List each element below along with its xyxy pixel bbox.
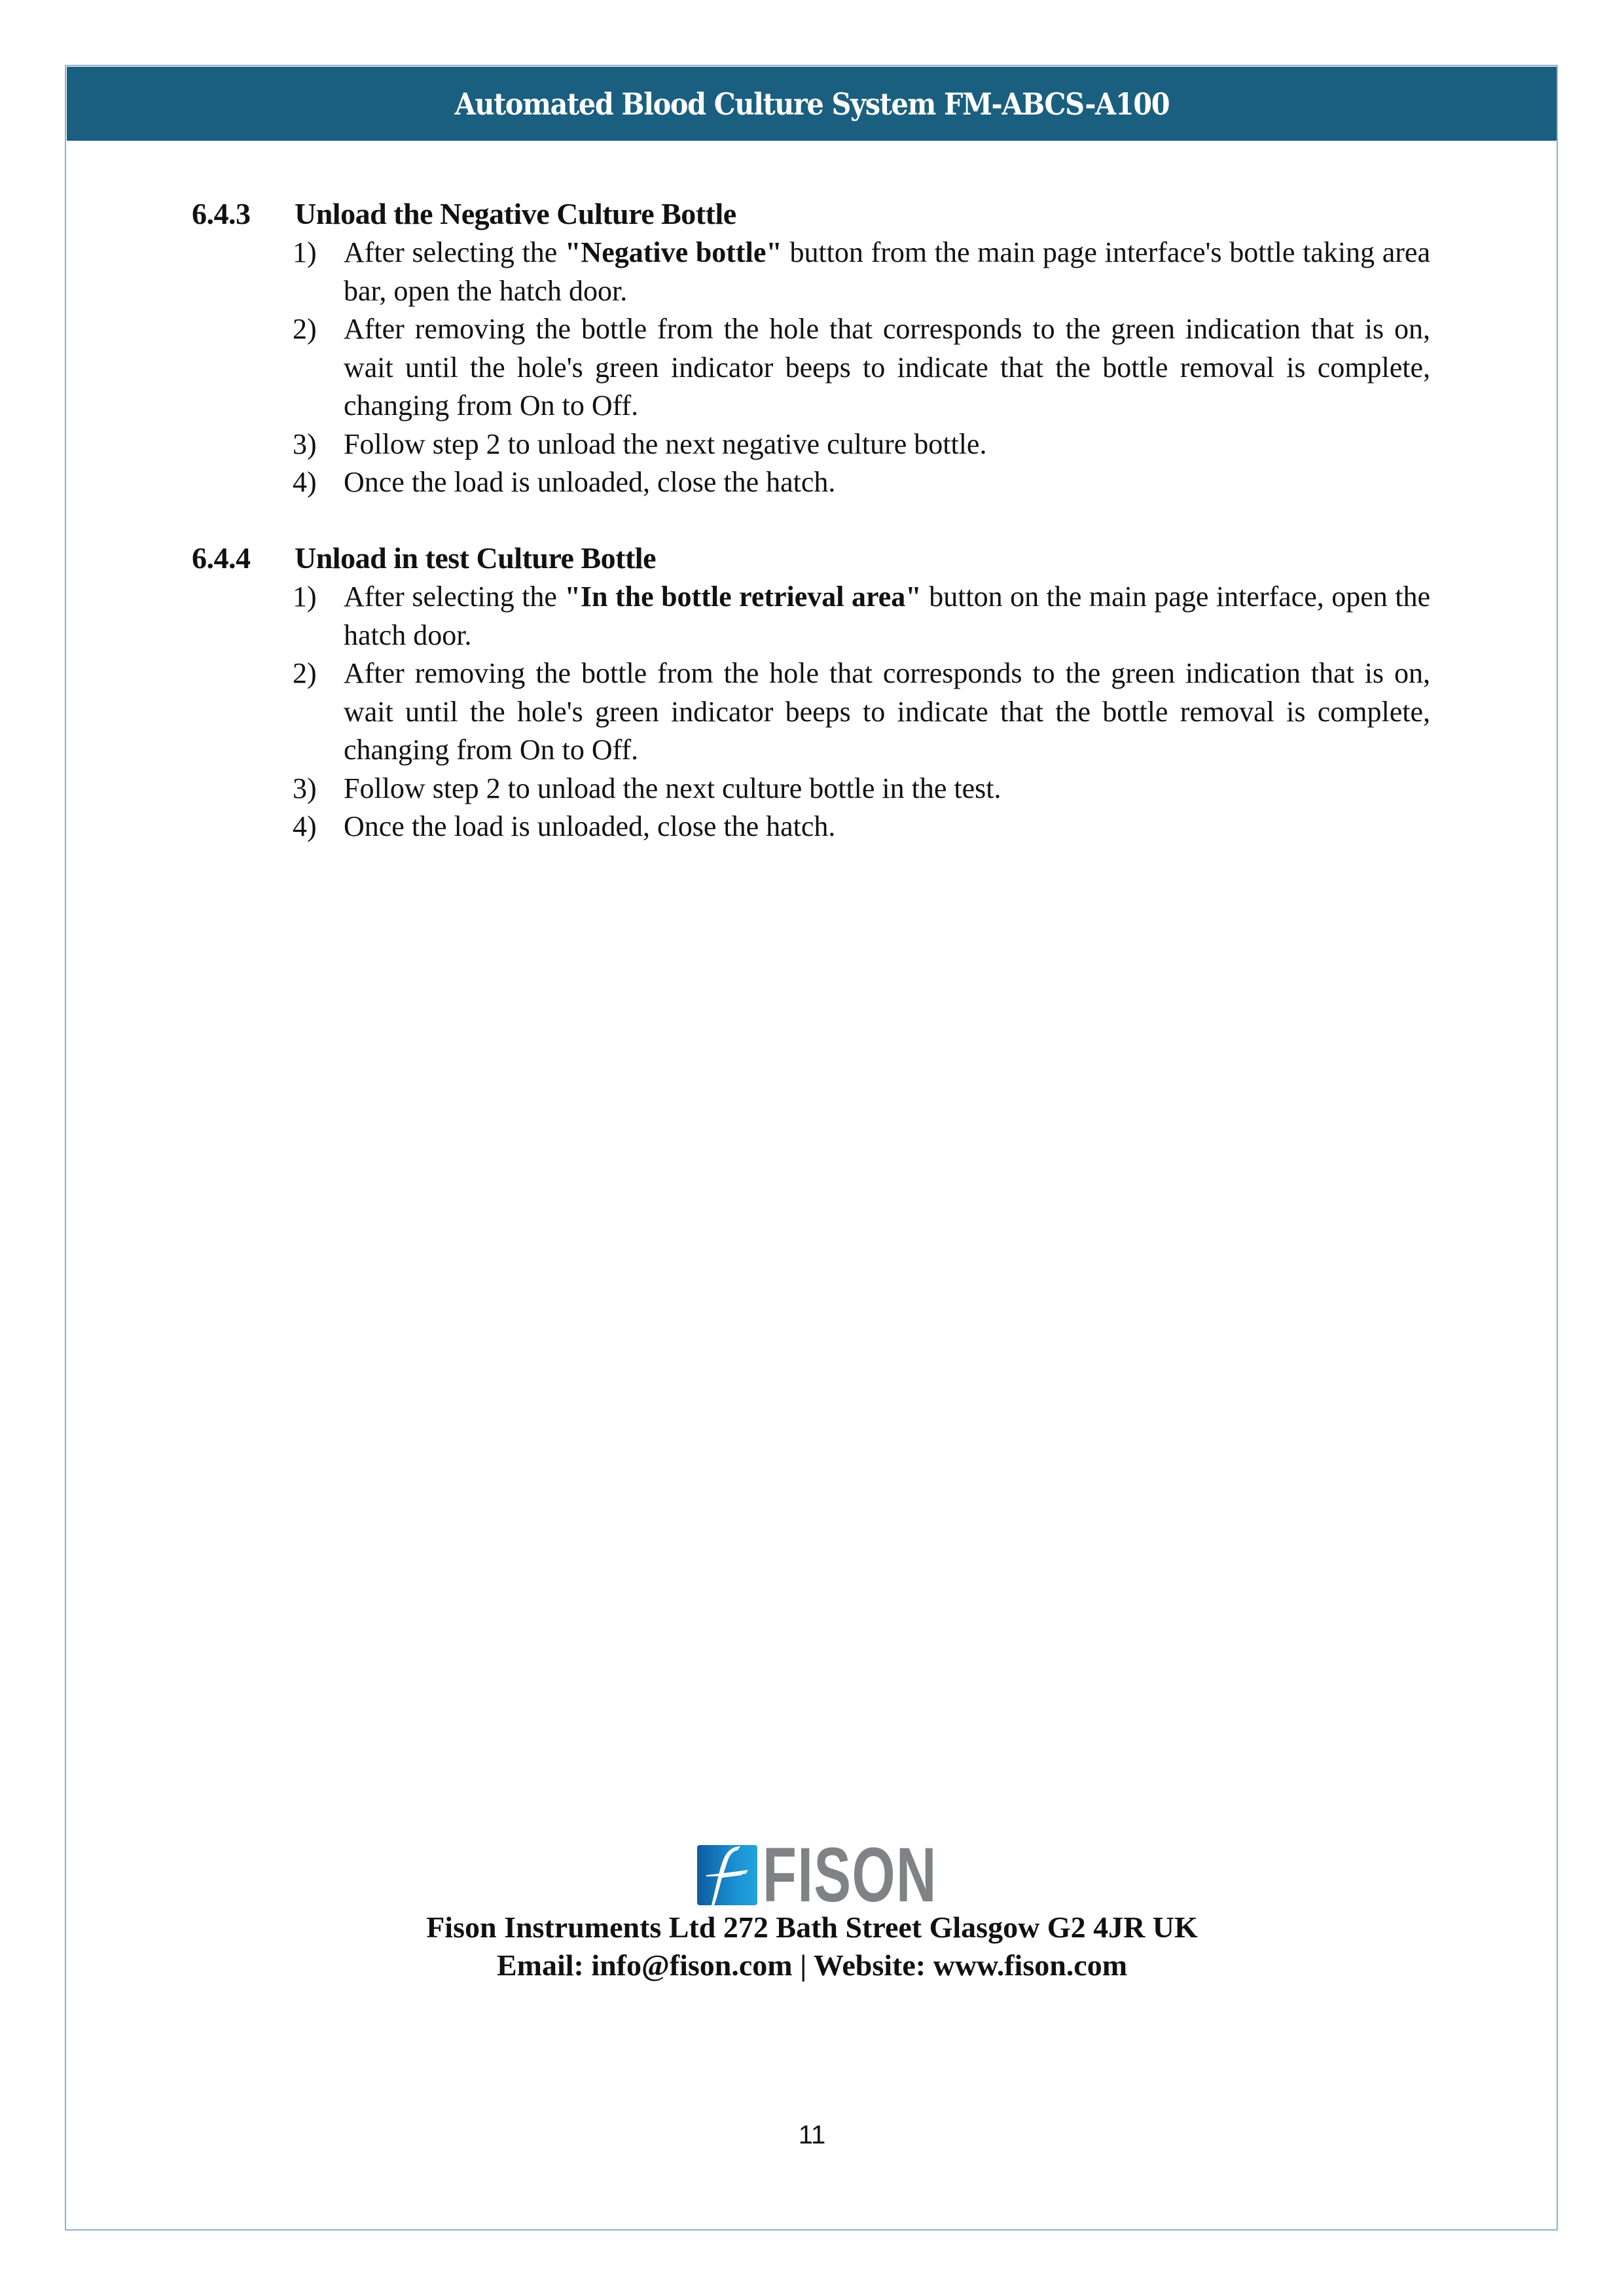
- step-text: After removing the bottle from the hole that corresponds to the green indication that is on, wait until the hole's green indicator beeps to indicate that the bottle removal is complete, changing from On to Off.: [344, 657, 1430, 766]
- step-text: Follow step 2 to unload the next culture bottle in the test.: [344, 772, 1001, 804]
- step-text: Once the load is unloaded, close the hatch.: [344, 466, 836, 498]
- step-number: 2): [293, 313, 317, 345]
- company-contact: Email: info@fison.com | Website: www.fison.com: [496, 1948, 1128, 1982]
- header-bar: [67, 67, 1557, 141]
- step-text: After selecting the: [344, 236, 565, 268]
- section-title: Unload the Negative Culture Bottle: [295, 197, 736, 230]
- steps-list-6-4-4: [293, 578, 1430, 846]
- section-heading-6-4-3: [192, 196, 736, 231]
- step-text: button from the main page interface's bottle taking area bar, open the hatch door.: [344, 236, 1430, 307]
- section-number: 6.4.4: [192, 541, 251, 575]
- step-number: 3): [293, 772, 317, 804]
- step-text: After selecting the: [344, 581, 565, 613]
- section-title: Unload in test Culture Bottle: [295, 541, 656, 575]
- fison-logo: [697, 1832, 1005, 1918]
- step-text: Once the load is unloaded, close the hatch.: [344, 810, 836, 842]
- section-number: 6.4.3: [192, 197, 251, 230]
- list-item: [293, 655, 1430, 770]
- section-heading-6-4-4: [192, 541, 656, 575]
- step-text: button on the main page interface, open the hatch door.: [344, 581, 1430, 651]
- page-number: 11: [798, 2121, 826, 2149]
- step-text: Follow step 2 to unload the next negative culture bottle.: [344, 427, 987, 460]
- list-item: [293, 808, 1430, 846]
- list-item: [293, 425, 1430, 464]
- fison-wordmark: FISON: [763, 1832, 937, 1918]
- step-number: 1): [293, 236, 317, 268]
- list-item: [293, 578, 1430, 655]
- company-address: Fison Instruments Ltd 272 Bath Street Glasgow G2 4JR UK: [426, 1910, 1198, 1944]
- fison-f-logo-icon: [697, 1845, 757, 1905]
- list-item: [293, 310, 1430, 425]
- document-title: Automated Blood Culture System FM-ABCS-A100: [454, 86, 1169, 122]
- list-item: [293, 770, 1430, 808]
- list-item: [293, 234, 1430, 310]
- ui-button-reference: "Negative bottle": [565, 236, 782, 268]
- step-number: 2): [293, 657, 317, 689]
- step-number: 4): [293, 466, 317, 498]
- ui-button-reference: "In the bottle retrieval area": [564, 581, 922, 613]
- step-number: 4): [293, 810, 317, 842]
- step-number: 1): [293, 581, 317, 613]
- list-item: [293, 463, 1430, 502]
- step-text: After removing the bottle from the hole that corresponds to the green indication that is on, wait until the hole's green indicator beeps to indicate that the bottle removal is complete, changing from On to Off.: [344, 313, 1430, 422]
- steps-list-6-4-3: [293, 234, 1430, 502]
- step-number: 3): [293, 427, 317, 460]
